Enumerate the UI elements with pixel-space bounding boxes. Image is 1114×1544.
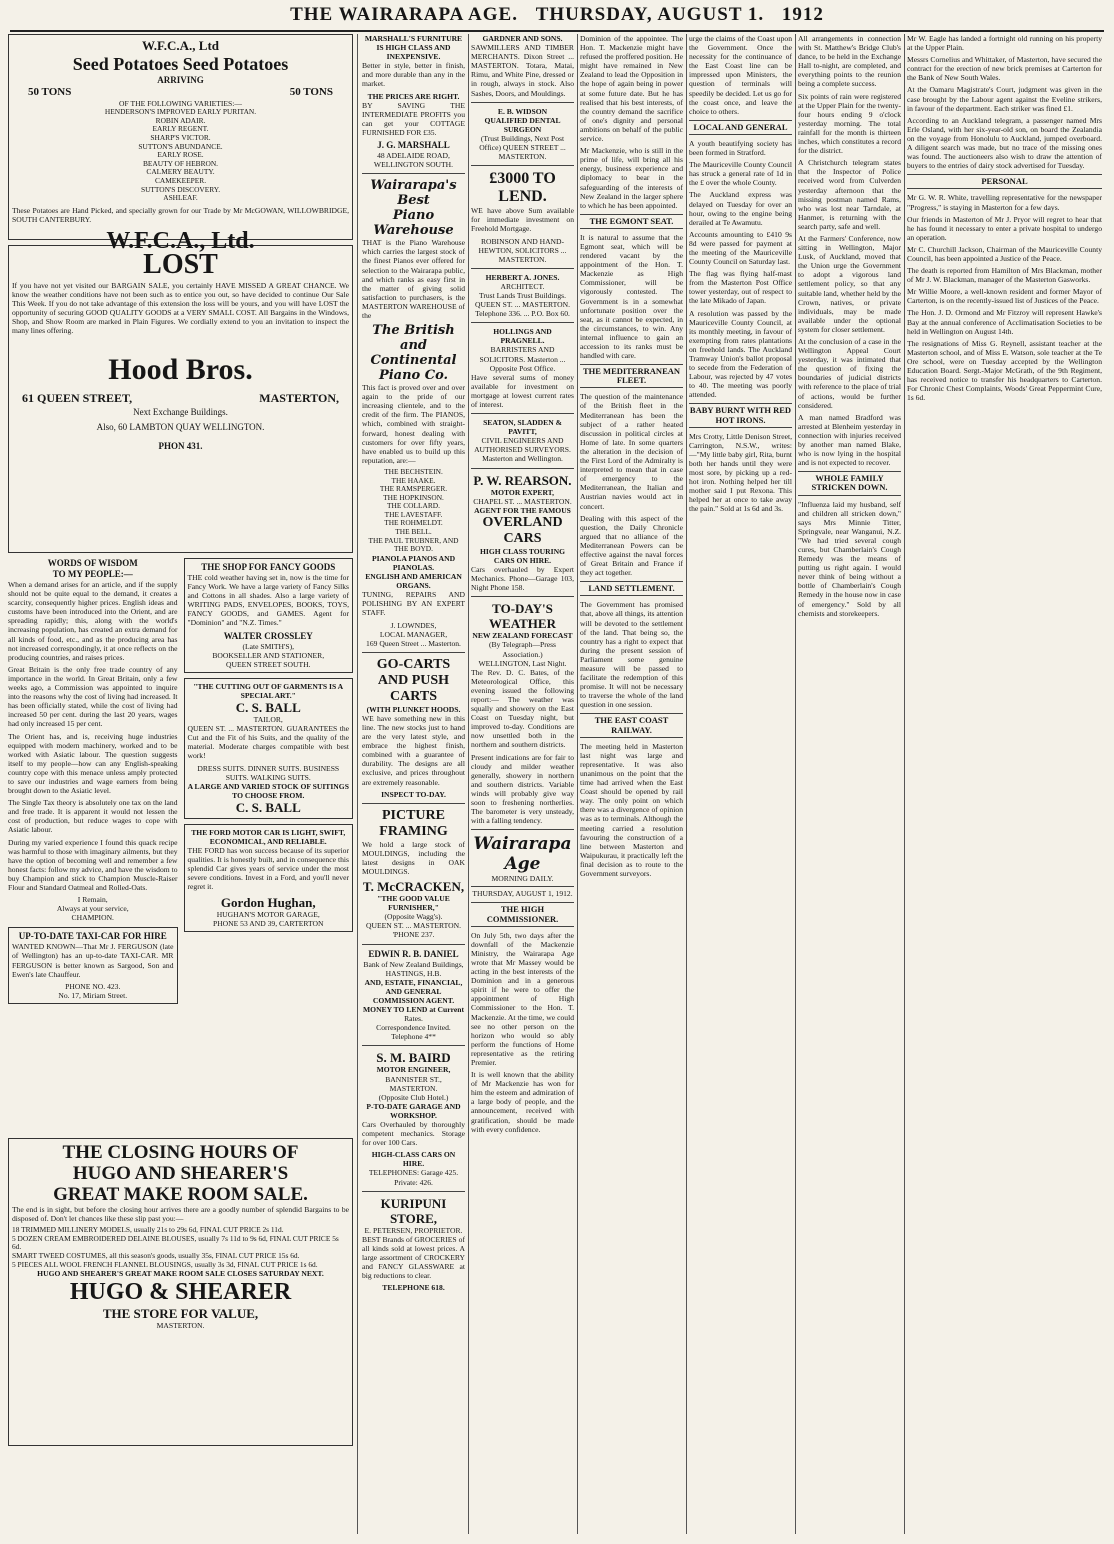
- framing-street: QUEEN ST. ... MASTERTON.: [365, 921, 462, 931]
- jones-advert: [471, 273, 574, 318]
- wisdom-sign: CHAMPION.: [71, 913, 114, 923]
- gardner-advert: [471, 34, 574, 98]
- jones-trade: ARCHITECT.: [500, 281, 545, 291]
- paper-name: Wairarapa Age: [473, 834, 572, 875]
- hugo-headline: GREAT MAKE ROOM SALE.: [53, 1184, 308, 1205]
- wisdom-title: WORDS OF WISDOM: [47, 558, 138, 568]
- wisdom-paragraph: The Orient has, and is, receiving huge industries equipped with modern machinery, worked and to be worked with Asiatic labour. The question suggests itself to my people—how can any English-speaking country cope with this menace unless amply protected to save our industries and wage earners from being brought down to the Asiatic level.: [8, 731, 178, 796]
- column-2: [362, 34, 465, 1534]
- seaton-advert: [471, 418, 574, 463]
- marshall-title: MARSHALL'S FURNITURE IS HIGH CLASS AND INEXPENSIVE.: [364, 34, 463, 62]
- baird-garage: P-TO-DATE GARAGE AND WORKSHOP.: [366, 1101, 461, 1120]
- commissioner-paragraph: On July 5th, two days after the downfall of the Mackenzie Ministry, the Wairarapa Age wrote that Mr Massey would be acting in the best interests of the Dominion and in a generous spirit if he were to offer the appointment of High Commissioner to the Hon. T. Mackenzie. At the time, we could see no other person on the horizon who would so ably perform the functions of Home representative as the retiring Premier.: [471, 930, 574, 1067]
- piano-manager: J. LOWNDES,: [390, 620, 437, 630]
- wfca-varieties: HENDERSON'S IMPROVED EARLY PURITAN. ROBIN ADAIR. EARLY REGENT. SHARP'S VICTOR. SUTTON'S ABUNDANCE. EARLY ROSE. BEAUTY OF HEBRON. CALMERY BEAUTY. CAMEKEEPER. SUTTON'S DISCOVERY. ASHLEAF.: [104, 107, 257, 203]
- wfca-logo: W.F.C.A., Ltd.: [106, 227, 255, 254]
- baird-opposite: (Opposite Club Hotel.): [378, 1092, 449, 1102]
- pearson-touring: HIGH CLASS TOURING CARS ON HIRE.: [480, 546, 565, 565]
- fancy-body: THE cold weather having set in, now is the time for Fancy Work. We have a large variety of Fancy Silks and Cottons in all shades. Also a large variety of WRITING PADS, ENVELOPES, BOOKS, TOYS, FANCY GOODS, and GAMES. Agent for "Dominion" and "N.Z. Times.": [187, 573, 349, 628]
- family-paragraph: "Influenza laid my husband, self and children all stricken down," says Mrs Minnie Titter, Springvale, near Wanganui, N.Z. "We had tried several cough cures, but Chamberlain's Cough Remedy was the means of putting us right again. I would never think of being without a bottle of Chamberlain's Cough Remedy in the house now in case of emergency." Sold by all chemists and storekeepers.: [798, 499, 901, 618]
- marshall-address: 48 ADELAIDE ROAD, WELLINGTON SOUTH.: [373, 151, 454, 170]
- local-paragraph: The Auckland express was delayed on Tuesday for over an hour, owing to the engine being derailed at Te Awamutu.: [689, 190, 792, 227]
- baird-phones: TELEPHONES: Garage 425. Private: 426.: [368, 1168, 459, 1187]
- widson-address: (Trust Buildings, Next Post Office) QUEEN STREET ... MASTERTON.: [479, 133, 566, 162]
- ford-garage: HUGHAN'S MOTOR GARAGE,: [216, 909, 320, 919]
- weather-dateline: WELLINGTON, Last Night.: [478, 658, 567, 668]
- weather-paragraph: The Rev. D. C. Bates, of the Meteorological Office, this evening issued the following report:— The weather was squally and showery on the East Coast on Tuesday night, but improved to-day. Conditions are now unsettled both in the northern and southern districts.: [471, 667, 574, 750]
- hugo-town: MASTERTON.: [156, 1321, 205, 1331]
- personal-paragraph: Mr Willie Moore, a well-known resident and former Mayor of Carterton, is on the recently-issued list of Justices of the Peace.: [907, 287, 1102, 306]
- marshall-name: J. G. MARSHALL: [377, 140, 450, 151]
- go-carts-advert: [362, 657, 465, 799]
- weather-section: [471, 601, 574, 825]
- hood-bros-near: Next Exchange Buildings.: [133, 406, 228, 417]
- piano-address: 169 Queen Street ... Masterton.: [366, 638, 461, 648]
- robinson-headline: £3000 TO LEND.: [489, 170, 556, 206]
- kuripuni-proprietor: E. PETERSEN, PROPRIETOR.: [364, 1225, 463, 1235]
- daniel-line: AND GENERAL COMMISSION AGENT.: [372, 986, 455, 1005]
- shop-column: [184, 558, 354, 1138]
- hugo-shearer-advert: [8, 1138, 353, 1446]
- local-paragraph: Accounts amounting to £410 9s 8d were passed for payment at the meeting of the Mauriceville County Council on Saturday last.: [689, 229, 792, 267]
- wfca-arriving: ARRIVING: [157, 75, 204, 85]
- piano-role: LOCAL MANAGER,: [379, 629, 448, 639]
- seaton-towns: Masterton and Wellington.: [482, 454, 563, 464]
- fancy-firm: WALTER CROSSLEY: [223, 630, 313, 641]
- daniel-corr: Correspondence Invited. Telephone 4**: [376, 1023, 451, 1042]
- article-paragraph: According to an Auckland telegram, a passenger named Mrs Erle Osland, with her six-year-old son, on board the Zealandia on the voyage from Honolulu to Auckland, jumped overboard. A diligent search was made, but no trace of the missing ones was found. The auctioneers also wish to draw the attention of buyers to the entries of dairy stock advertised for Tuesday.: [907, 115, 1102, 171]
- baird-overhauled: Cars Overhauled by thoroughly competent mechanics. Storage for over 100 Cars.: [362, 1119, 465, 1148]
- marshall-prices: THE PRICES ARE RIGHT.: [367, 91, 460, 101]
- cs-ball-advert: [184, 678, 354, 819]
- hood-bros-also: Also, 60 LAMBTON QUAY WELLINGTON.: [96, 421, 265, 432]
- piano-warehouse-advert: [362, 178, 465, 648]
- article-paragraph: urge the claims of the Coast upon the Government. Once the necessity for the continuance of the East Coast line can be impressed upon Ministers, the question of terminals will speedily be decided. Let us go for the coast once, and leave the choice to others.: [689, 34, 792, 116]
- daniel-rates: Rates.: [404, 1014, 423, 1024]
- kuripuni-name: KURIPUNI STORE,: [380, 1195, 447, 1226]
- wfca-tons-right: 50 TONS: [289, 86, 333, 98]
- personal-paragraph: The Hon. J. D. Ormond and Mr Fitzroy will represent Hawke's Bay at the annual conference of Acclimatisation Societies to be held in Wellington on August 14th.: [907, 308, 1102, 336]
- kuripuni-advert: [362, 1196, 465, 1293]
- gardner-body: SAWMILLERS AND TIMBER MERCHANTS. Dixon Street ... MASTERTON. Totara, Matai, Rimu, and White Pine, dressed or in rough, always in stock. Also Sashes, Doors, and Mouldings.: [471, 43, 574, 98]
- hood-bros-phone: PHON 431.: [158, 440, 203, 451]
- wisdom-paragraph: During my varied experience I found this quack recipe was harmful to those with imaginary ailments, but they have the option of becoming well and remember a few honest facts: follow my advice, and have the wisdom to buy Champion and stick to Champion Muscle-Raiser Flour and Standard Oatmeal and Rolled-Oats.: [8, 837, 178, 892]
- daniel-advert: [362, 949, 465, 1042]
- marshall-advert: [362, 34, 465, 169]
- pearson-street: CHAPEL ST. ... MASTERTON.: [473, 496, 572, 506]
- gardner-name: GARDNER AND SONS.: [482, 34, 563, 43]
- baird-advert: [362, 1050, 465, 1186]
- hugo-saturday: HUGO AND SHEARER'S GREAT MAKE ROOM SALE CLOSES SATURDAY NEXT.: [37, 1269, 324, 1279]
- hollings-trade: BARRISTERS AND SOLICITORS. Masterton ... Opposite Post Office.: [479, 345, 566, 373]
- article-paragraph: Messrs Cornelius and Whittaker, of Masterton, have secured the contract for the erection of new brick premises at Carterton for the Bank of New South Wales.: [907, 55, 1102, 83]
- widson-trade: QUALIFIED DENTAL SURGEON: [484, 115, 561, 134]
- hugo-intro: The end is in sight, but before the closing hour arrives there are a goodly number of splendid Bargains to be disposed of. Don't let chances like these slip past you:—: [12, 1205, 349, 1224]
- article-paragraph: A Christchurch telegram states that the Inspector of Police received word from Culverden yesterday afternoon that the missing postman named Rams, who was lost near Tarndale, at Hanmer, is returning with the search party, safe and well.: [798, 158, 901, 231]
- masthead: [10, 4, 1104, 32]
- ball-name: C. S. BALL: [235, 700, 301, 716]
- wfca-note: These Potatoes are Hand Picked, and specially grown for our Trade by Mr McGOWAN, WILLOWBRIDGE, SOUTH CANTERBURY.: [12, 205, 349, 224]
- wfca-tons-left: 50 TONS: [28, 86, 72, 98]
- pearson-name: P. W. REARSON.: [473, 472, 572, 488]
- weather-title: TO-DAY'S WEATHER: [489, 601, 556, 632]
- weather-paragraph: Present indications are for fair to cloudy and milder weather generally, showery in northern and southern districts. Variable winds will probably give way soon to freshening northerlies. The barometer is very unsteady, with a falling tendency.: [471, 752, 574, 826]
- local-paragraph: A youth beautifying society has been formed in Stratford.: [689, 138, 792, 158]
- daniel-name: EDWIN R. B. DANIEL: [368, 948, 459, 959]
- wfca-varieties-title: OF THE FOLLOWING VARIETIES:—: [119, 99, 242, 109]
- column-4: [580, 34, 683, 1534]
- fleet-paragraph: The question of the maintenance of the British fleet in the Mediterranean has been the subject of a rather heated discussion in political circles at Home of late. In some quarters the alteration in the decision of the First Lord of the Admiralty is interpreted to mean that in case of emergency to the Mediterranean, the Italian and Austrian navies would act in concert.: [580, 392, 683, 511]
- hollings-body: Have several sums of money available for investment on mortgage at lowest current rates of interest.: [471, 372, 574, 409]
- kuripuni-body: BEST Brands of GROCERIES of all kinds sold at lowest prices. A large assortment of CROCKERY and FANCY GLASSWARE at big reductions to clear.: [362, 1234, 465, 1281]
- piano-title: Piano Warehouse: [373, 208, 454, 239]
- personal-paragraph: The resignations of Miss G. Reynell, assistant teacher at the Masterton school, and of Miss E. Watson, sole teacher at the Te Ore school, were on Tuesday accepted by the Wellington Education Board. Sergt.-Major McGrath, of the 9th Regiment, has received notice to transfer his headquarters to Carterton. For Chronic Chest Complaints, Woods' Great Peppermint Cure, 1s 6d.: [907, 338, 1102, 403]
- wfca-headline: Seed Potatoes Seed Potatoes: [72, 54, 289, 74]
- masthead-date: THURSDAY, AUGUST 1.: [535, 4, 765, 25]
- ball-stock: A LARGE AND VARIED STOCK OF SUITINGS TO CHOOSE FROM.: [187, 781, 349, 800]
- picture-framing-advert: [362, 808, 465, 940]
- daniel-money: MONEY TO LEND at Current: [363, 1005, 464, 1015]
- column-1: [8, 34, 353, 1534]
- framing-opposite: (Opposite Wagg's).: [384, 912, 443, 922]
- robinson-firm: ROBINSON AND HAND-HEWTON, SOLICITORS ... MASTERTON.: [478, 236, 567, 264]
- article-paragraph: Six points of rain were registered at the Upper Plain for the twenty-four hours ending 9 o'clock yesterday morning. The total rainfall for the month is thirteen inches, which constitutes a record for the district.: [798, 91, 901, 156]
- egmont-title: THE EGMONT SEAT.: [580, 214, 683, 229]
- local-paragraph: The flag was flying half-mast from the Masterton Post Office tower yesterday, out of respect to the late Mikado of Japan.: [689, 269, 792, 306]
- kuripuni-phone: TELEPHONE 618.: [382, 1283, 445, 1293]
- framing-name: T. McCRACKEN,: [362, 879, 465, 895]
- local-paragraph: A resolution was passed by the Mauriceville County Council, at its monthly meeting, in favour of exempting from rates plantations on freehold lands. The Auckland Tramway Union's ballot proposal to secede from the Federation of Labour, was rejected by 47 votes to 40. The meeting was poorly attended.: [689, 308, 792, 400]
- hollings-name: HOLLINGS AND PRAGNELL.: [493, 327, 552, 346]
- marshall-saving: BY SAVING THE INTERMEDIATE PROFITS you can get your COTTAGE FURNISHED FOR £35.: [362, 100, 465, 137]
- widson-advert: [471, 107, 574, 162]
- personal-paragraph: Mr G. W. R. White, travelling representative for the newspaper "Progress," is staying in Masterton for a few days.: [907, 193, 1102, 212]
- fancy-goods-advert: [184, 558, 354, 673]
- family-title: WHOLE FAMILY STRICKEN DOWN.: [798, 471, 901, 495]
- ford-body: THE FORD has won success because of its superior qualities. It is honestly built, and in consequence this splendid Car gives years of service under the most severe conditions. Invest in a Ford, and you'll never regret it.: [187, 846, 349, 892]
- jones-buildings: Trust Lands Trust Buildings.: [478, 290, 567, 300]
- wfca-advert: [8, 34, 353, 254]
- framing-title: PICTURE FRAMING: [379, 807, 448, 839]
- personal-paragraph: Our friends in Masterton of Mr J. Pryor will regret to hear that he has found it necessary to enter a private hospital to undergo an operation.: [907, 214, 1102, 242]
- baird-name: S. M. BAIRD: [376, 1050, 451, 1066]
- hugo-items: 18 TRIMMED MILLINERY MODELS, usually 21s to 29s 6d, FINAL CUT PRICE 2s 11d. 5 DOZEN CREAM EMBROIDERED DELAINE BLOUSES, usually 7s 11d to 9s 6d, FINAL CUT PRICE 5s 6d. SMART TWEED COSTUMES, all this season's goods, usually 35s, FINAL CUT PRICE 15s 6d. 5 PIECES ALL WOOL FRENCH FLANNEL BLOUSINGS, usually 3s 3d, FINAL CUT PRICE 1s 6d.: [12, 1225, 339, 1269]
- pearson-agent: AGENT FOR THE FAMOUS: [474, 505, 571, 515]
- article-paragraph: Dominion of the appointee. The Hon. T. Mackenzie might have refused the proffered position. He might have remained in New Zealand to lead the Opposition in the hope of again being in power at some future date. But he has realised that his best interests, of the country demand the sacrifice of one's dignity and personal ambitions on behalf of the public service.: [580, 34, 683, 144]
- fancy-title: THE SHOP FOR FANCY GOODS: [201, 562, 336, 572]
- pearson-cars: OVERLAND CARS: [482, 514, 563, 546]
- jones-name: HERBERT A. JONES.: [485, 272, 560, 282]
- column-5: [689, 34, 792, 1534]
- ball-trade: TAILOR,: [253, 715, 283, 725]
- weather-subtitle: NEW ZEALAND FORECAST: [472, 631, 573, 641]
- hugo-slogan: THE STORE FOR VALUE,: [102, 1306, 259, 1322]
- wisdom-paragraph: The Single Tax theory is absolutely one tax on the land and free trade. It is apparent it would not lessen the cost of production, but reduce wages to cope with Asiatic labour.: [8, 798, 178, 835]
- baird-street: BANNISTER ST., MASTERTON.: [385, 1074, 442, 1093]
- ball-name-repeat: C. S. BALL: [235, 799, 301, 815]
- fancy-late: (Late SMITH'S),: [242, 641, 295, 651]
- hood-bros-address: 61 QUEEN STREET,: [22, 390, 133, 405]
- ball-slogan: "THE CUTTING OUT OF GARMENTS IS A SPECIAL ART.": [193, 681, 344, 700]
- fleet-paragraph: Dealing with this aspect of the question, the Daily Chronicle argued that no alliance of the Mediterranean Powers can be effective against the naval forces of Great Britain and France if they act together.: [580, 513, 683, 578]
- land-paragraph: The Government has promised that, above all things, its attention will be devoted to the settlement of the land. That being so, the country has a right to expect that during the present session of Parliament some genuine measure will be passed to facilitate the redemption of this promise. It will not be necessary to traverse the whole of the land question in one session.: [580, 600, 683, 710]
- wisdom-paragraph: Great Britain is the only free trade country of any importance in the world. In Great Britain, only a few weeks ago, a Commission was appointed to inquire into the reasons why the cost of living had increased. It has been officially stated, while the cost of living had increased 50 per cent. during the last 20 years, wages had only increased 15 per cent.: [8, 664, 178, 729]
- piano-body: THAT is the Piano Warehouse which carries the largest stock of the finest Pianos ever offered for selection to the Wairarapa public, and which ranks as easy first in the matter of giving solid satisfaction to purchasers, is the MASTERTON WAREHOUSE of the: [362, 238, 465, 320]
- piano-title: Wairarapa's Best: [370, 178, 457, 209]
- lost-title: LOST: [143, 249, 218, 280]
- local-paragraph: The Mauriceville County Council has struck a general rate of 1d in the £ over the whole County.: [689, 160, 792, 188]
- daniel-town: HASTINGS, H.B.: [385, 968, 442, 978]
- fancy-trade: BOOKSELLER AND STATIONER,: [212, 650, 325, 660]
- ford-title: THE FORD MOTOR CAR IS LIGHT, SWIFT, ECONOMICAL, AND RELIABLE.: [191, 827, 346, 846]
- pearson-trade: MOTOR EXPERT,: [490, 487, 555, 497]
- carts-title: GO-CARTS AND PUSH CARTS: [376, 656, 451, 704]
- masthead-title: THE WAIRARAPA AGE.: [290, 4, 518, 25]
- column-3: [471, 34, 574, 1534]
- marshall-body: Better in style, better in finish, and more durable than any in the market.: [362, 61, 465, 89]
- article-paragraph: At the conclusion of a case in the Wellington Appeal Court yesterday, it was intimated that the question of fixing the boundaries of judicial districts with reference to the place of trial of actions, would be further considered.: [798, 337, 901, 410]
- framing-slogan: "THE GOOD VALUE FURNISHER,": [377, 894, 450, 913]
- hollings-advert: [471, 327, 574, 409]
- wfca-name: W.F.C.A., Ltd: [141, 38, 220, 53]
- piano-tuning: TUNING, REPAIRS AND POLISHING BY AN EXPERT STAFF.: [362, 590, 465, 618]
- egmont-paragraph: It is natural to assume that the Egmont seat, which will be rendered vacant by the appointment of the Hon. T. Mackenzie as High Commissioner, will be vigorously contested. The Government is in a somewhat unfortunate position over the seat, as it cannot be expected, in the circumstances, to win. Any internal influence to gain an accession to its ranks must be handled with care.: [580, 232, 683, 361]
- words-of-wisdom: [8, 558, 178, 1138]
- ball-body: QUEEN ST. ... MASTERTON. GUARANTEES the Cut and the Fit of his Suits, and the quality of the material. Moderate charges compatible with best work!: [187, 724, 349, 761]
- daniel-line: AND, ESTATE, FINANCIAL,: [364, 977, 463, 987]
- widson-name: E. B. WIDSON: [497, 106, 548, 116]
- hugo-headline: HUGO AND SHEARER'S: [72, 1163, 289, 1184]
- lost-advert: [8, 245, 353, 553]
- paper-date: THURSDAY, AUGUST 1, 1912.: [471, 886, 574, 898]
- taxi-phone: PHONE NO. 423.: [65, 981, 121, 991]
- fleet-title: THE MEDITERRANEAN FLEET.: [580, 364, 683, 388]
- hood-bros-name: Hood Bros.: [108, 352, 253, 386]
- railway-paragraph: The meeting held in Masterton last night was large and representative. It was also unanimous on the point that the time had arrived when the East Coast should be opened by rail way. The only point on which there was a divergence of opinion was as to terminals. Although the meeting carried a resolution favouring the construction of a line between Masterton and Waipukurau, it practically left the final decision as to route to the Government surveyors.: [580, 741, 683, 878]
- daniel-bank: Bank of New Zealand Buildings,: [363, 959, 464, 969]
- pearson-advert: [471, 473, 574, 593]
- personal-title: PERSONAL: [907, 174, 1102, 189]
- ford-agent-name: Gordon Hughan,: [220, 894, 316, 910]
- hugo-headline: THE CLOSING HOURS OF: [62, 1142, 299, 1163]
- baby-title: BABY BURNT WITH RED HOT IRONS.: [689, 403, 792, 427]
- commissioner-title: THE HIGH COMMISSIONER.: [471, 902, 574, 926]
- taxi-body: WANTED KNOWN—That Mr J. FERGUSON (late of Wellington) has an up-to-date TAXI-CAR. MR FERGUSON is better known as Sargood, Son and Ewen's late Chauffeur.: [12, 942, 174, 979]
- baby-paragraph: Mrs Crotty, Little Denison Street, Carrington, N.S.W., writes:—"My little baby girl, Rita, burnt both her hands until they were most sore, by picking up a red-hot iron. Nothing helped her till mother said I put Rexona. This helped her at once to take away the pain." Sold at 1s 6d and 3s.: [689, 431, 792, 514]
- article-paragraph: Mr W. Eagle has landed a fortnight old running on his property at the Upper Plain.: [907, 34, 1102, 53]
- paper-edition: MORNING DAILY.: [491, 874, 554, 884]
- taxi-title: UP-TO-DATE TAXI-CAR FOR HIRE: [18, 931, 167, 942]
- framing-phone: 'PHONE 237.: [392, 930, 435, 940]
- ford-phone: PHONE 53 AND 39, CARTERTON: [212, 918, 324, 928]
- framing-body: We hold a large stock of MOULDINGS, including the latest designs in OAK MOULDINGS.: [362, 839, 465, 876]
- carts-inspect: INSPECT TO-DAY.: [381, 789, 446, 799]
- article-paragraph: Mr Mackenzie, who is still in the prime of life, will bring all his energy, business experience and diplomacy to bear in the safeguarding of the interests of New Zealand in the larger sphere to which he has been appointed.: [580, 146, 683, 210]
- ball-suits: DRESS SUITS. DINNER SUITS. BUSINESS SUITS. WALKING SUITS.: [197, 763, 340, 782]
- personal-paragraph: Mr C. Churchill Jackson, Chairman of the Mauriceville County Council, has been appointed a Justice of the Peace.: [907, 244, 1102, 263]
- column-7: [907, 34, 1102, 1534]
- lost-body: If you have not yet visited our BARGAIN SALE, you certainly HAVE MISSED A GREAT CHANCE. We know the weather conditions have not been such as to entice you out, so have decided to continue Our Sale This Week. If you do not take advantage of this extension the loss will be yours, and you will have LOST the opportunity of securing GOOD QUALITY GOODS at a VERY SMALL COST. All Bargains in the Windows, Shop, and Show Room are marked in Plain Figures. We cordially extend to you an invitation to inspect the many lines offering.: [12, 281, 349, 336]
- land-title: LAND SETTLEMENT.: [580, 581, 683, 596]
- jones-address: QUEEN ST. ... MASTERTON. Telephone 336. ... P.O. Box 60.: [474, 300, 571, 319]
- article-paragraph: All arrangements in connection with St. Matthew's Bridge Club's dance, to be held in the Exchange Hall to-night, are completed, and everything points to the reunion being a complete success.: [798, 34, 901, 89]
- article-paragraph: At the Oamaru Magistrate's Court, judgment was given in the case brought by the Labour agent against the Eveline strikers, in favour of the department. Each striker was fined £1.: [907, 85, 1102, 113]
- wisdom-paragraph: When a demand arises for an article, and if the supply should not be quite equal to the demand, it creates a scarcity, consequently higher prices. English ideas and customs have been introduced into the Orient, and are spreading rapidly; this, along with the world's increasing population, has created an extra demand for all kinds of food, etc., and as the producing area has not increased correspondingly, it at once reflects on the producing countries, and raises prices.: [8, 580, 178, 662]
- baird-hire: HIGH-CLASS CARS ON HIRE.: [371, 1150, 456, 1169]
- weather-byline: (By Telegraph—Press Association.): [488, 640, 557, 659]
- piano-makers: THE BECHSTEIN. THE HAAKE. THE RAMSPERGER. THE HOPKINSON. THE COLLARD. THE LAVESTAFF. THE ROHMELDT. THE BELL. THE PAUL TRUBNER, AND THE BOYD.: [368, 466, 459, 554]
- piano-pianola: PIANOLA PIANOS AND PIANOLAS.: [371, 553, 456, 572]
- hood-bros-town: MASTERTON,: [259, 390, 339, 405]
- column-6: [798, 34, 901, 1534]
- carts-body: WE have something new in this line. The new stocks just to hand are the very latest style, and embrace the highest finish, combined with a guarantee of durability. The designs are all exclusive, and prices throughout are extremely reasonable.: [362, 713, 465, 787]
- commissioner-paragraph: It is well known that the ability of Mr Mackenzie has won for him the esteem and admiration of a large body of people, and the announcement, received with gratification, should be made with every confidence.: [471, 1070, 574, 1134]
- piano-company: The British and Continental Piano Co.: [370, 323, 457, 384]
- wisdom-sign: I Remain,: [77, 895, 108, 905]
- piano-body: This fact is proved over and over again to the pride of our increasing clientele, and to the credit of the firm. The PIANOS, which, combined with straight-forward, honest dealing with customers for over fifty years, have enabled us to build up this reputation, are:—: [362, 383, 465, 465]
- hugo-firm: HUGO & SHEARER: [69, 1279, 292, 1306]
- baird-trade: MOTOR ENGINEER,: [376, 1065, 451, 1075]
- seaton-trade: CIVIL ENGINEERS AND AUTHORISED SURVEYORS.: [474, 436, 571, 455]
- wisdom-sign: Always at your service,: [56, 904, 129, 914]
- article-paragraph: A man named Bradford was arrested at Blenheim yesterday in connection with injuries received by another man named Blake, who is now lying in the hospital and is not expected to recover.: [798, 412, 901, 468]
- robinson-body: WE have above Sum available for immediate investment on Freehold Mortgage.: [471, 206, 574, 234]
- seaton-name: SEATON, SLADDEN & PAVITT,: [483, 418, 562, 437]
- wisdom-subtitle: TO MY PEOPLE:—: [52, 569, 133, 579]
- local-general-title: LOCAL AND GENERAL: [689, 120, 792, 135]
- taxi-car-advert: [8, 927, 178, 1004]
- piano-organs: ENGLISH AND AMERICAN ORGANS.: [365, 572, 462, 591]
- ford-advert: [184, 824, 354, 932]
- pearson-body: Cars overhauled by Expert Mechanics. Phone—Garage 103, Night Phone 158.: [471, 565, 574, 593]
- article-paragraph: At the Farmers' Conference, now sitting in Wellington, Major Lusk, of Auckland, moved that the Union urge the Government to adopt a vigorous land settlement policy, so that any suitable land, whether held by the Crown, natives, or private individuals, may be made available under the optional system for closer settlement.: [798, 233, 901, 334]
- masthead-page: 1912: [781, 4, 824, 25]
- carts-subtitle: (WITH PLUNKET HOODS.: [366, 704, 461, 714]
- robinson-advert: [471, 170, 574, 264]
- fancy-street: QUEEN STREET SOUTH.: [226, 659, 311, 669]
- railway-title: THE EAST COAST RAILWAY.: [580, 713, 683, 737]
- personal-paragraph: The death is reported from Hamilton of Mrs Blackman, mother of Mr J. W. Blackman, manager of the Masterton Gasworks.: [907, 266, 1102, 285]
- taxi-address: No. 17, Miriam Street.: [58, 990, 128, 1000]
